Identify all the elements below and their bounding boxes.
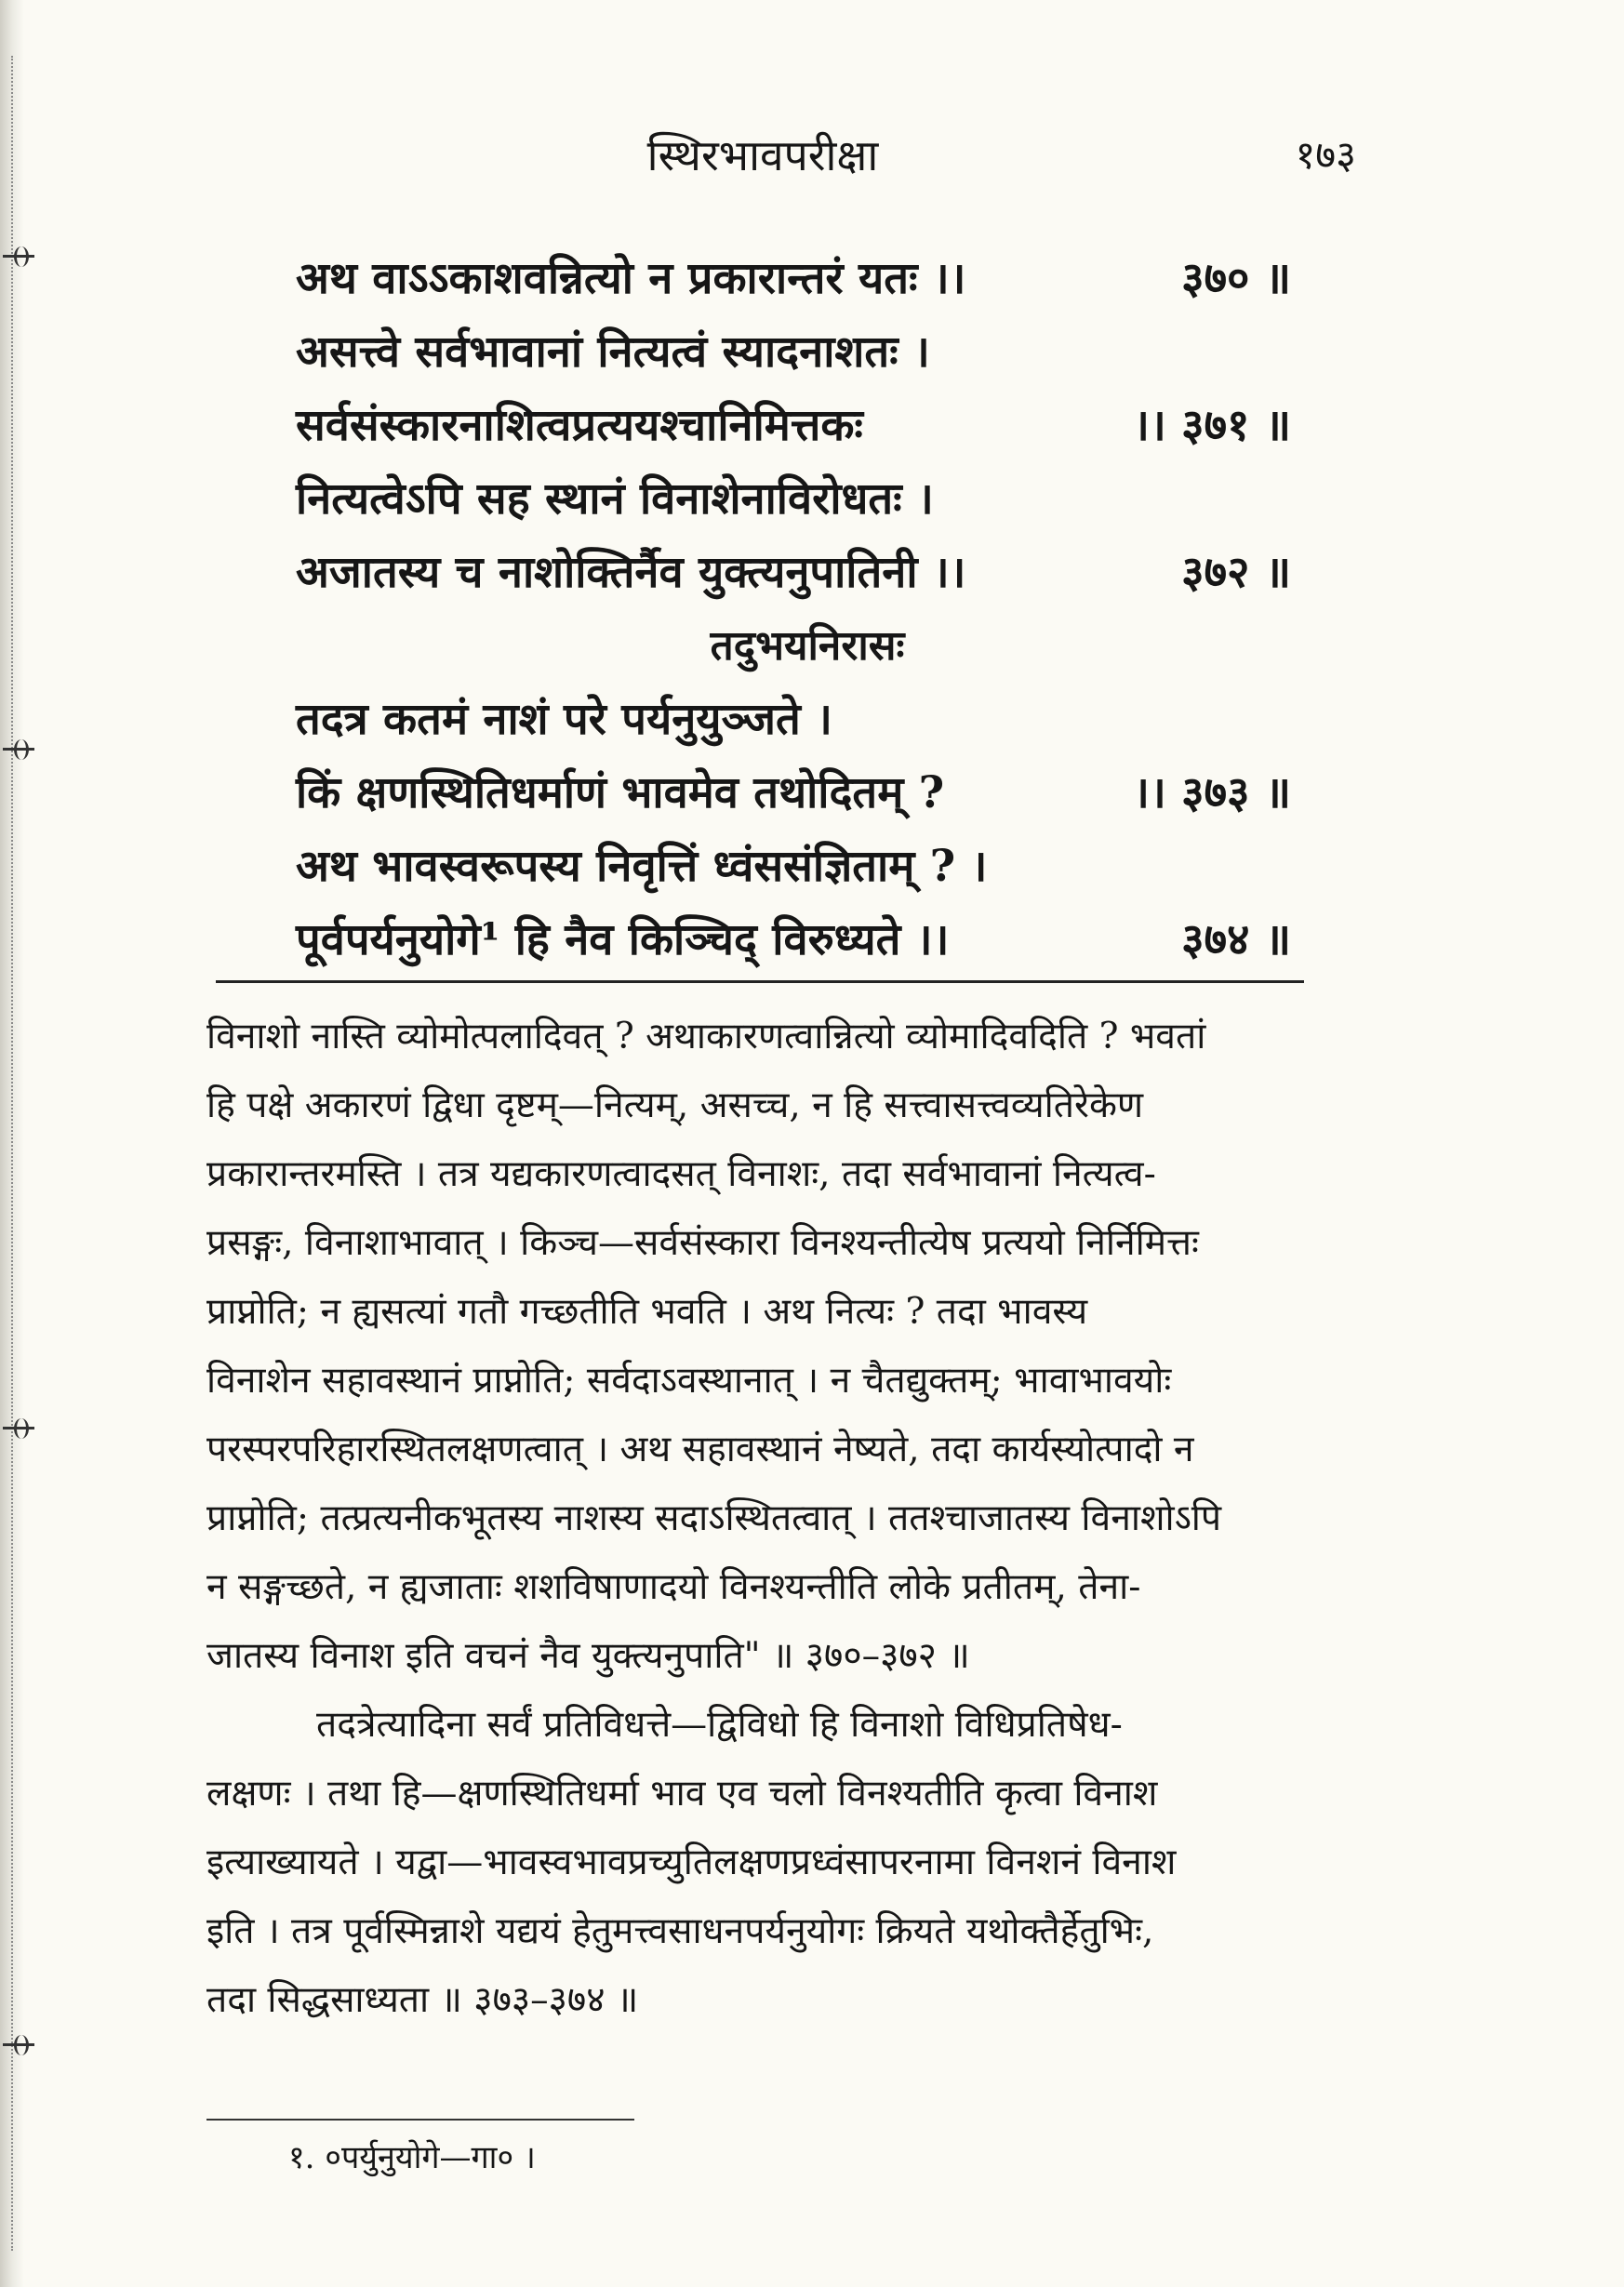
commentary-line: प्रसङ्गः, विनाशाभावात् । किञ्च—सर्वसंस्कारा विनश्यन्तीत्येष प्रत्ययो निर्निमित्तः xyxy=(206,1222,1199,1264)
verse-line xyxy=(296,830,1291,903)
commentary-line: हि पक्षे अकारणं द्विधा दृष्टम्—नित्यम्, असच्च, न हि सत्त्वासत्त्वव्यतिरेकेण xyxy=(206,1084,1144,1126)
footnote-divider xyxy=(206,2119,634,2121)
section-heading: तदुभयनिरासः xyxy=(710,622,905,670)
verse-line xyxy=(296,462,1291,536)
verse-number: ।। ३७१ ॥ xyxy=(1133,400,1291,451)
verse-number: ३७० ॥ xyxy=(1181,253,1291,304)
page-title: स्थिरभावपरीक्षा xyxy=(646,130,879,180)
page-number: १७३ xyxy=(1295,132,1356,178)
commentary-line: इत्याख्यायते । यद्वा—भावस्वभावप्रच्युतिलक्षणप्रध्वंसापरनामा विनशनं विनाश xyxy=(206,1842,1177,1883)
binding-hole-mark xyxy=(3,2032,34,2058)
verse-text: किं क्षणस्थितिधर्माणं भावमेव तथोदितम् ? xyxy=(296,767,945,818)
commentary-line: प्रकारान्तरमस्ति । तत्र यद्यकारणत्वादसत् विनाशः, तदा सर्वभावानां नित्यत्व- xyxy=(206,1153,1156,1195)
commentary-line: तदत्रेत्यादिना सर्वं प्रतिविधत्ते—द्विविधो हि विनाशो विधिप्रतिषेध- xyxy=(316,1704,1123,1746)
commentary-block xyxy=(206,1003,1374,2035)
commentary-line: इति । तत्र पूर्वस्मिन्नाशे यद्ययं हेतुमत्त्वसाधनपर्यनुयोगः क्रियते यथोक्तैर्हेतुभिः, xyxy=(206,1910,1154,1952)
binding-dotted-line xyxy=(11,56,13,2251)
binding-hole-mark xyxy=(3,244,34,270)
commentary-line: परस्परपरिहारस्थितलक्षणत्वात् । अथ सहावस्थानं नेष्यते, तदा कार्यस्योत्पादो न xyxy=(206,1429,1194,1470)
verse-line xyxy=(296,903,1291,977)
verse-text: सर्वसंस्कारनाशित्वप्रत्ययश्चानिमित्तकः xyxy=(296,400,863,451)
commentary-line: न सङ्गच्छते, न ह्यजाताः शशविषाणादयो विनश्यन्तीति लोके प्रतीतम्, तेना- xyxy=(206,1566,1141,1608)
verse-line xyxy=(296,242,1291,315)
verse-commentary-divider xyxy=(216,980,1304,983)
verse-block xyxy=(296,242,1291,977)
commentary-line: जातस्य विनाश इति वचनं नैव युक्त्यनुपाति" ॥ ३७०–३७२ ॥ xyxy=(206,1635,970,1677)
running-header xyxy=(0,123,1624,188)
binding-hole-mark xyxy=(3,1416,34,1442)
verse-text: अथ वाऽऽकाशवन्नित्यो न प्रकारान्तरं यतः ।। xyxy=(296,253,966,304)
verse-line xyxy=(296,536,1291,609)
verse-text: अजातस्य च नाशोक्तिर्नैव युक्त्यनुपातिनी ।। xyxy=(296,547,966,598)
commentary-line: विनाशो नास्ति व्योमोत्पलादिवत् ? अथाकारणत्वान्नित्यो व्योमादिवदिति ? भवतां xyxy=(206,1016,1206,1057)
verse-number: ३७२ ॥ xyxy=(1181,547,1291,598)
commentary-line: प्राप्नोति; तत्प्रत्यनीकभूतस्य नाशस्य सदाऽस्थितत्वात् । ततश्चाजातस्य विनाशोऽपि xyxy=(206,1497,1222,1539)
verse-number: ३७४ ॥ xyxy=(1181,914,1291,965)
verse-text: पूर्वपर्यनुयोगे¹ हि नैव किञ्चिद् विरुध्यते ।। xyxy=(296,914,950,965)
commentary-line: तदा सिद्धसाध्यता ॥ ३७३–३७४ ॥ xyxy=(206,1979,639,2021)
commentary-line: लक्षणः । तथा हि—क्षणस्थितिधर्मा भाव एव चलो विनश्यतीति कृत्वा विनाश xyxy=(206,1773,1158,1815)
verse-line xyxy=(296,389,1291,462)
verse-line xyxy=(296,756,1291,830)
commentary-line: प्राप्नोति; न ह्यसत्यां गतौ गच्छतीति भवति । अथ नित्यः ? तदा भावस्य xyxy=(206,1291,1088,1333)
commentary-line: विनाशेन सहावस्थानं प्राप्नोति; सर्वदाऽवस्थानात् । न चैतद्युक्तम्; भावाभावयोः xyxy=(206,1360,1172,1402)
verse-text: असत्त्वे सर्वभावानां नित्यत्वं स्यादनाशतः । xyxy=(296,326,930,378)
verse-line xyxy=(296,315,1291,389)
verse-text: नित्यत्वेऽपि सह स्थानं विनाशेनाविरोधतः । xyxy=(296,473,934,525)
verse-text: तदत्र कतमं नाशं परे पर्यनुयुञ्जते । xyxy=(296,694,832,745)
verse-text: अथ भावस्वरूपस्य निवृत्तिं ध्वंससंज्ञिताम् ? । xyxy=(296,841,988,892)
footnote: १. ०पर्युनुयोगे—गा० । xyxy=(288,2139,536,2176)
verse-number: ।। ३७३ ॥ xyxy=(1133,767,1291,818)
binding-hole-mark xyxy=(3,737,34,763)
verse-line xyxy=(296,683,1291,756)
